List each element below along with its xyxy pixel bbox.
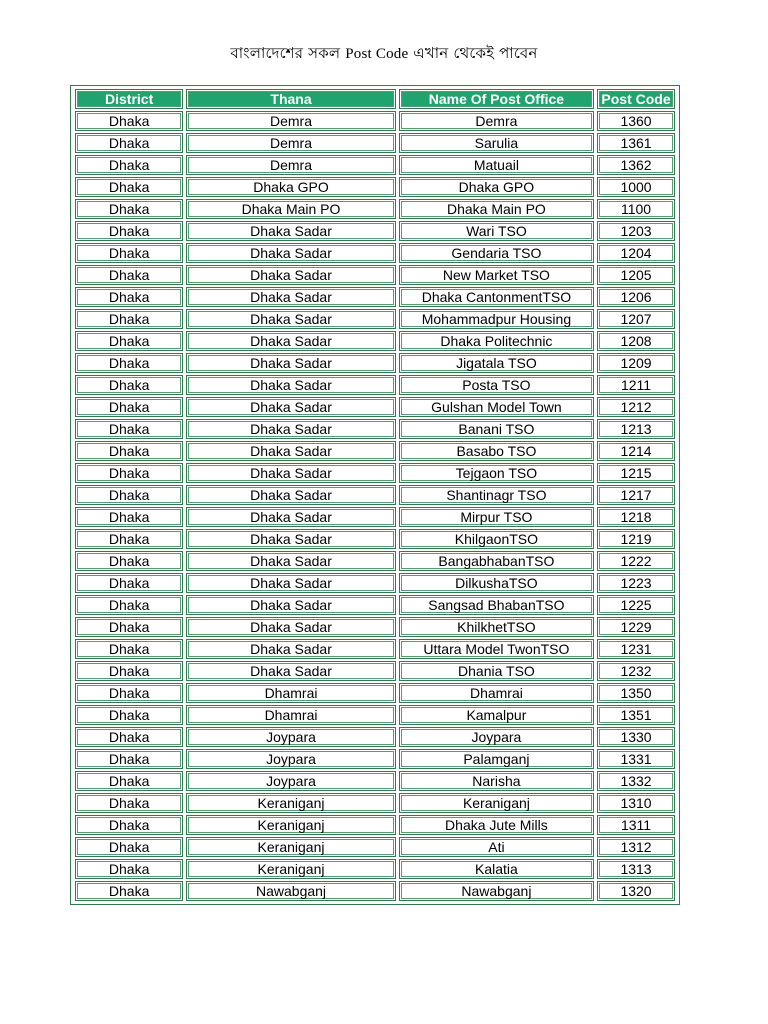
post-office-cell: DilkushaTSO	[399, 573, 594, 593]
district-cell: Dhaka	[75, 353, 183, 373]
thana-cell: Dhaka Sadar	[186, 309, 395, 329]
district-cell: Dhaka	[75, 727, 183, 747]
thana-cell: Dhaka Sadar	[186, 419, 395, 439]
thana-cell: Dhaka Sadar	[186, 617, 395, 637]
post-office-cell: Jigatala TSO	[399, 353, 594, 373]
table-row	[75, 221, 675, 241]
table-row	[75, 881, 675, 901]
table-header-row	[75, 89, 675, 109]
title-bangla-prefix: বাংলাদেশের সকল	[230, 44, 346, 62]
thana-cell: Demra	[186, 133, 395, 153]
post-office-cell: Mirpur TSO	[399, 507, 594, 527]
post-office-cell: Gulshan Model Town	[399, 397, 594, 417]
district-cell: Dhaka	[75, 463, 183, 483]
post-office-cell: Kalatia	[399, 859, 594, 879]
table-row	[75, 353, 675, 373]
thana-cell: Joypara	[186, 749, 395, 769]
table-row	[75, 815, 675, 835]
post-office-cell: Wari TSO	[399, 221, 594, 241]
post-code-cell: 1313	[597, 859, 675, 879]
post-office-cell: KhilkhetTSO	[399, 617, 594, 637]
table-row	[75, 595, 675, 615]
post-code-cell: 1208	[597, 331, 675, 351]
post-office-cell: Dhaka CantonmentTSO	[399, 287, 594, 307]
thana-cell: Nawabganj	[186, 881, 395, 901]
table-row	[75, 529, 675, 549]
post-code-cell: 1215	[597, 463, 675, 483]
post-code-cell: 1207	[597, 309, 675, 329]
thana-cell: Keraniganj	[186, 793, 395, 813]
district-cell: Dhaka	[75, 507, 183, 527]
table-row	[75, 441, 675, 461]
post-office-cell: Dhaka GPO	[399, 177, 594, 197]
district-cell: Dhaka	[75, 683, 183, 703]
table-row	[75, 309, 675, 329]
thana-cell: Dhaka Sadar	[186, 595, 395, 615]
district-cell: Dhaka	[75, 881, 183, 901]
district-cell: Dhaka	[75, 705, 183, 725]
header-post-office: Name Of Post Office	[399, 89, 594, 109]
post-office-cell: New Market TSO	[399, 265, 594, 285]
district-cell: Dhaka	[75, 177, 183, 197]
post-code-table	[72, 87, 678, 903]
thana-cell: Dhamrai	[186, 683, 395, 703]
thana-cell: Dhaka Sadar	[186, 441, 395, 461]
district-cell: Dhaka	[75, 331, 183, 351]
post-code-cell: 1360	[597, 111, 675, 131]
district-cell: Dhaka	[75, 397, 183, 417]
district-cell: Dhaka	[75, 375, 183, 395]
post-code-cell: 1225	[597, 595, 675, 615]
district-cell: Dhaka	[75, 243, 183, 263]
thana-cell: Dhamrai	[186, 705, 395, 725]
table-row	[75, 419, 675, 439]
district-cell: Dhaka	[75, 441, 183, 461]
post-code-cell: 1214	[597, 441, 675, 461]
thana-cell: Dhaka Sadar	[186, 375, 395, 395]
header-district: District	[75, 89, 183, 109]
table-row	[75, 375, 675, 395]
table-row	[75, 155, 675, 175]
post-code-cell: 1362	[597, 155, 675, 175]
table-row	[75, 837, 675, 857]
post-office-cell: Joypara	[399, 727, 594, 747]
post-code-cell: 1312	[597, 837, 675, 857]
post-office-cell: Shantinagr TSO	[399, 485, 594, 505]
district-cell: Dhaka	[75, 309, 183, 329]
thana-cell: Dhaka Sadar	[186, 639, 395, 659]
post-office-cell: Narisha	[399, 771, 594, 791]
district-cell: Dhaka	[75, 551, 183, 571]
district-cell: Dhaka	[75, 133, 183, 153]
district-cell: Dhaka	[75, 199, 183, 219]
district-cell: Dhaka	[75, 485, 183, 505]
post-office-cell: Mohammadpur Housing	[399, 309, 594, 329]
thana-cell: Dhaka GPO	[186, 177, 395, 197]
table-row	[75, 661, 675, 681]
table-row	[75, 397, 675, 417]
post-code-cell: 1223	[597, 573, 675, 593]
table-row	[75, 573, 675, 593]
thana-cell: Dhaka Sadar	[186, 661, 395, 681]
table-row	[75, 793, 675, 813]
district-cell: Dhaka	[75, 661, 183, 681]
table-row	[75, 639, 675, 659]
post-code-cell: 1205	[597, 265, 675, 285]
post-code-cell: 1331	[597, 749, 675, 769]
district-cell: Dhaka	[75, 265, 183, 285]
district-cell: Dhaka	[75, 771, 183, 791]
table-row	[75, 617, 675, 637]
table-row	[75, 463, 675, 483]
table-row	[75, 771, 675, 791]
thana-cell: Dhaka Sadar	[186, 529, 395, 549]
district-cell: Dhaka	[75, 155, 183, 175]
thana-cell: Dhaka Sadar	[186, 463, 395, 483]
table-row	[75, 265, 675, 285]
thana-cell: Dhaka Sadar	[186, 551, 395, 571]
post-code-cell: 1231	[597, 639, 675, 659]
thana-cell: Dhaka Sadar	[186, 397, 395, 417]
district-cell: Dhaka	[75, 749, 183, 769]
table-row	[75, 859, 675, 879]
post-office-cell: Dhaka Main PO	[399, 199, 594, 219]
post-code-cell: 1350	[597, 683, 675, 703]
post-office-cell: Gendaria TSO	[399, 243, 594, 263]
title-post-code: Post Code	[345, 46, 409, 62]
thana-cell: Dhaka Sadar	[186, 243, 395, 263]
thana-cell: Joypara	[186, 771, 395, 791]
post-code-cell: 1320	[597, 881, 675, 901]
post-office-cell: Basabo TSO	[399, 441, 594, 461]
post-office-cell: Sangsad BhabanTSO	[399, 595, 594, 615]
table-row	[75, 199, 675, 219]
district-cell: Dhaka	[75, 815, 183, 835]
table-body	[75, 111, 675, 901]
table-row	[75, 243, 675, 263]
post-office-cell: Posta TSO	[399, 375, 594, 395]
post-code-cell: 1209	[597, 353, 675, 373]
thana-cell: Dhaka Sadar	[186, 485, 395, 505]
post-code-cell: 1212	[597, 397, 675, 417]
post-code-cell: 1211	[597, 375, 675, 395]
post-office-cell: Tejgaon TSO	[399, 463, 594, 483]
post-office-cell: Nawabganj	[399, 881, 594, 901]
post-code-cell: 1351	[597, 705, 675, 725]
post-code-cell: 1213	[597, 419, 675, 439]
district-cell: Dhaka	[75, 111, 183, 131]
table-row	[75, 111, 675, 131]
district-cell: Dhaka	[75, 837, 183, 857]
district-cell: Dhaka	[75, 419, 183, 439]
post-code-cell: 1204	[597, 243, 675, 263]
thana-cell: Keraniganj	[186, 837, 395, 857]
table-row	[75, 551, 675, 571]
header-thana: Thana	[186, 89, 395, 109]
post-office-cell: Dhaka Politechnic	[399, 331, 594, 351]
post-office-cell: KhilgaonTSO	[399, 529, 594, 549]
thana-cell: Dhaka Sadar	[186, 573, 395, 593]
district-cell: Dhaka	[75, 793, 183, 813]
thana-cell: Joypara	[186, 727, 395, 747]
thana-cell: Dhaka Main PO	[186, 199, 395, 219]
thana-cell: Keraniganj	[186, 815, 395, 835]
thana-cell: Dhaka Sadar	[186, 287, 395, 307]
district-cell: Dhaka	[75, 529, 183, 549]
table-row	[75, 287, 675, 307]
post-code-cell: 1218	[597, 507, 675, 527]
district-cell: Dhaka	[75, 617, 183, 637]
post-office-cell: Demra	[399, 111, 594, 131]
table-row	[75, 683, 675, 703]
post-code-cell: 1330	[597, 727, 675, 747]
post-office-cell: Kamalpur	[399, 705, 594, 725]
page-title	[0, 42, 768, 67]
header-post-code: Post Code	[597, 89, 675, 109]
post-code-cell: 1232	[597, 661, 675, 681]
post-code-cell: 1100	[597, 199, 675, 219]
title-bangla-suffix: এখান থেকেই পাবেন	[408, 44, 538, 62]
table-row	[75, 727, 675, 747]
post-code-cell: 1311	[597, 815, 675, 835]
district-cell: Dhaka	[75, 595, 183, 615]
thana-cell: Dhaka Sadar	[186, 331, 395, 351]
table-row	[75, 485, 675, 505]
post-code-table-frame	[70, 85, 680, 905]
table-row	[75, 705, 675, 725]
post-office-cell: BangabhabanTSO	[399, 551, 594, 571]
post-office-cell: Uttara Model TwonTSO	[399, 639, 594, 659]
post-office-cell: Banani TSO	[399, 419, 594, 439]
post-code-cell: 1310	[597, 793, 675, 813]
post-code-cell: 1332	[597, 771, 675, 791]
table-row	[75, 749, 675, 769]
table-row	[75, 133, 675, 153]
district-cell: Dhaka	[75, 221, 183, 241]
post-code-cell: 1206	[597, 287, 675, 307]
post-office-cell: Ati	[399, 837, 594, 857]
post-code-cell: 1229	[597, 617, 675, 637]
district-cell: Dhaka	[75, 573, 183, 593]
thana-cell: Demra	[186, 111, 395, 131]
thana-cell: Demra	[186, 155, 395, 175]
post-office-cell: Sarulia	[399, 133, 594, 153]
table-row	[75, 507, 675, 527]
table-row	[75, 331, 675, 351]
district-cell: Dhaka	[75, 287, 183, 307]
thana-cell: Dhaka Sadar	[186, 221, 395, 241]
post-office-cell: Keraniganj	[399, 793, 594, 813]
post-code-cell: 1361	[597, 133, 675, 153]
post-office-cell: Dhaka Jute Mills	[399, 815, 594, 835]
post-code-cell: 1000	[597, 177, 675, 197]
district-cell: Dhaka	[75, 639, 183, 659]
post-code-cell: 1203	[597, 221, 675, 241]
thana-cell: Dhaka Sadar	[186, 265, 395, 285]
thana-cell: Dhaka Sadar	[186, 353, 395, 373]
table-row	[75, 177, 675, 197]
thana-cell: Keraniganj	[186, 859, 395, 879]
post-office-cell: Palamganj	[399, 749, 594, 769]
post-code-cell: 1222	[597, 551, 675, 571]
post-office-cell: Dhania TSO	[399, 661, 594, 681]
post-office-cell: Matuail	[399, 155, 594, 175]
post-code-cell: 1219	[597, 529, 675, 549]
post-office-cell: Dhamrai	[399, 683, 594, 703]
post-code-cell: 1217	[597, 485, 675, 505]
thana-cell: Dhaka Sadar	[186, 507, 395, 527]
district-cell: Dhaka	[75, 859, 183, 879]
